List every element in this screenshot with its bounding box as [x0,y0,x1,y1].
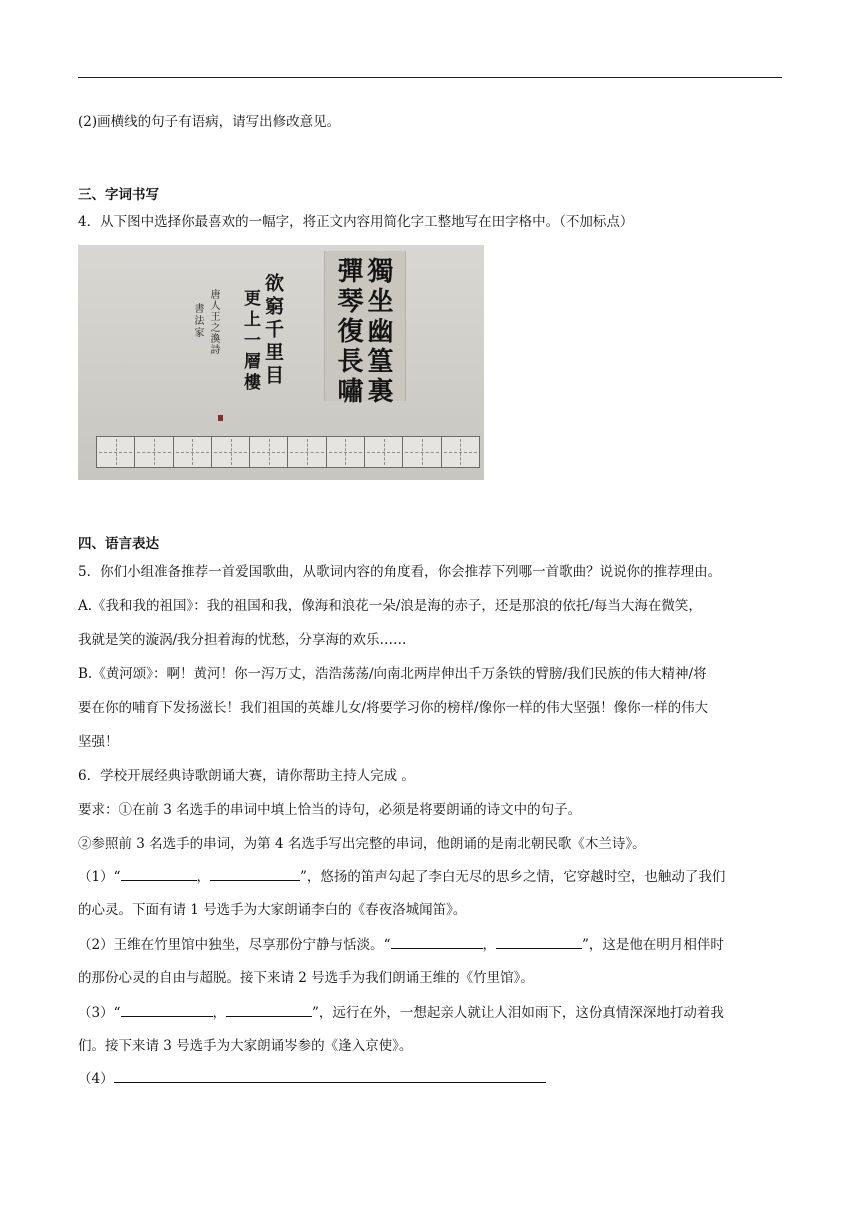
question-5-text: 5．你们小组准备推荐一首爱国歌曲，从歌词内容的角度看，你会推荐下列哪一首歌曲？说说你的推荐理由。 [78,564,722,580]
item-1-prefix: （1）“ [78,869,121,885]
header-rule [78,77,782,78]
grid-cell [135,437,173,467]
question-6-requirement-1: 要求：①在前 3 名选手的串词中填上恰当的诗句，必须是将要朗诵的诗文中的句子。 [78,802,582,818]
grid-cell [442,437,479,467]
calligraphy-right-column-1: 獨坐幽篁裏 [363,257,393,407]
grid-cell [97,437,135,467]
item-2-blank-2[interactable] [496,934,582,949]
tianzige-grid [96,436,480,468]
item-1-blank-1[interactable] [121,866,197,881]
grid-cell [327,437,365,467]
item-4-prefix: （4） [78,1071,114,1087]
calligraphy-inscription-1: 唐人王之渙詩 [208,289,219,355]
item-3-comma: ， [212,1005,226,1021]
question-6-text: 6．学校开展经典诗歌朗诵大赛，请你帮助主持人完成 。 [78,768,415,784]
option-a-line-1: A.《我和我的祖国》：我的祖国和我，像海和浪花一朵/浪是海的赤子，还是那浪的依托/每当大海在微笑， [78,598,702,614]
grid-cell [288,437,326,467]
item-3-line-1 [78,1002,782,1023]
grid-cell [174,437,212,467]
item-3-line-2: 们。接下来请 3 号选手为大家朗诵岑参的《逢入京使》。 [78,1038,413,1054]
calligraphy-photo [78,245,484,480]
item-4-blank[interactable] [114,1068,546,1083]
grid-cell [212,437,250,467]
option-b-line-3: 坚强！ [78,734,119,750]
grid-cell [365,437,403,467]
calligraphy-inscription-2: 書法家 [192,303,203,339]
item-2-line-1 [78,934,782,955]
question-3-part-2: (2)画横线的句子有语病，请写出修改意见。 [78,114,341,130]
question-4-text: 4．从下图中选择你最喜欢的一幅字，将正文内容用简化字工整地写在田字格中。（不加标点） [78,214,634,230]
item-3-blank-2[interactable] [226,1002,312,1017]
item-1-blank-2[interactable] [210,866,300,881]
item-3-blank-1[interactable] [121,1002,213,1017]
option-a-line-2: 我就是笑的漩涡/我分担着海的忧愁，分享海的欢乐…… [78,632,407,648]
grid-cell [250,437,288,467]
item-3-prefix: （3）“ [78,1005,121,1021]
item-1-suffix: ”，悠扬的笛声勾起了李白无尽的思乡之情，它穿越时空，也触动了我们 [300,869,726,885]
grid-cell [403,437,441,467]
question-6-requirement-2: ②参照前 3 名选手的串词，为第 4 名选手写出完整的串词，他朗诵的是南北朝民歌《木兰诗》。 [78,836,646,852]
calligraphy-right-column-2: 彈琴復長嘯 [333,257,363,407]
item-1-comma: ， [196,869,210,885]
item-1-line-1 [78,866,782,887]
item-2-prefix: （2）王维在竹里馆中独坐，尽享那份宁静与恬淡。“ [78,937,391,953]
item-2-line-2: 的那份心灵的自由与超脱。接下来请 2 号选手为我们朗诵王维的《竹里馆》。 [78,970,534,986]
item-4-line [78,1068,782,1089]
calligraphy-left-column-1: 欲窮千里目 [262,273,284,388]
seal-stamp [218,415,223,421]
option-b-line-2: 要在你的哺育下发扬滋长！我们祖国的英雄儿女/将要学习你的榜样/像你一样的伟大坚强！像你一样的伟大 [78,700,709,716]
section-3-heading: 三、字词书写 [78,187,159,203]
item-2-blank-1[interactable] [391,934,483,949]
item-2-suffix: ”，这是他在明月相伴时 [582,937,724,953]
item-1-line-2: 的心灵。下面有请 1 号选手为大家朗诵李白的《春夜洛城闻笛》。 [78,902,467,918]
section-4-heading: 四、语言表达 [78,536,159,552]
option-b-line-1: B.《黄河颂》：啊！黄河！你一泻万丈，浩浩荡荡/向南北两岸伸出千万条铁的臂膀/我们民族的伟大精神/将 [78,666,707,682]
item-3-suffix: ”，远行在外，一想起亲人就让人泪如雨下，这份真情深深地打动着我 [312,1005,724,1021]
calligraphy-left-column-2: 更上一層樓 [240,289,260,394]
item-2-comma: ， [482,937,496,953]
